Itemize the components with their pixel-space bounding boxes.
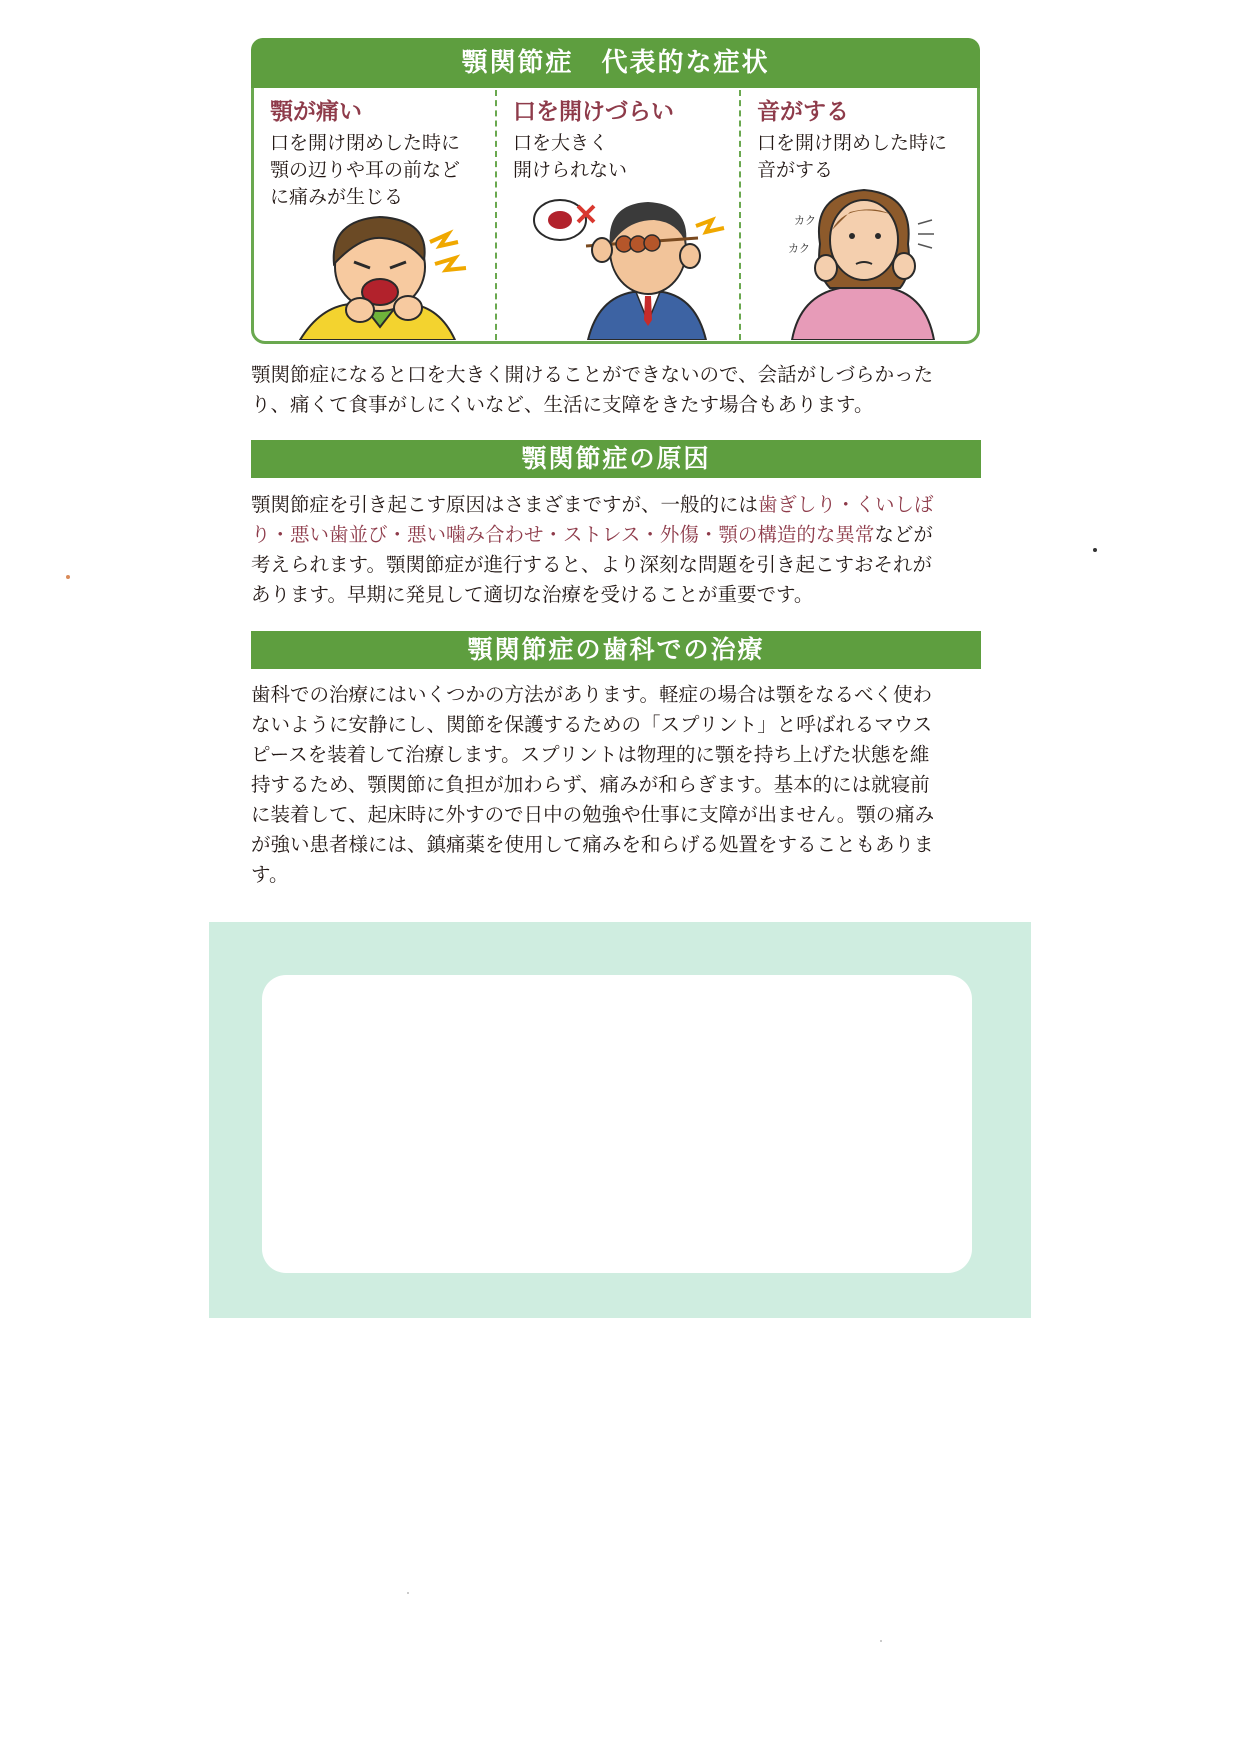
scan-speck [407, 1592, 409, 1594]
symptom-title: 口を開けづらい [513, 99, 674, 125]
paragraph-line [251, 520, 981, 550]
click-sound-text: カク [794, 214, 816, 227]
symptoms-header-part1: 顎関節症 [461, 48, 574, 78]
column-divider [739, 90, 741, 340]
symptom-title: 顎が痛い [270, 99, 362, 125]
paragraph-line: ないように安静にし、関節を保護するための「スプリント」と呼ばれるマウス [251, 713, 933, 736]
scan-speck [1093, 548, 1097, 552]
symptom-column-hard-to-open [513, 98, 733, 184]
paragraph-line: す。 [251, 863, 289, 886]
paragraph-line: あります。早期に発見して適切な治療を受けることが重要です。 [251, 583, 814, 606]
scan-speck [880, 1640, 882, 1642]
symptom-text-line: 口を大きく [513, 132, 609, 154]
highlighted-causes: り・悪い歯並び・悪い噛み合わせ・ストレス・外傷・顎の構造的な異常 [251, 523, 875, 546]
symptom-text-line: 音がする [757, 159, 834, 181]
symptoms-header-part2: 代表的な症状 [601, 48, 770, 78]
symptom-column-jaw-pain [270, 98, 490, 211]
text-run: などが [874, 523, 933, 546]
symptom-title: 音がする [757, 99, 849, 125]
woman-clicking-sound-illustration [790, 184, 940, 340]
cause-paragraph [251, 490, 981, 610]
paragraph-line: ピースを装着して治療します。スプリントは物理的に顎を持ち上げた状態を維 [251, 743, 930, 766]
symptom-text-line: 顎の辺りや耳の前など [270, 159, 461, 181]
treatment-section-header: 顎関節症の歯科での治療 [251, 631, 981, 669]
paragraph-line: 考えられます。顎関節症が進行すると、より深刻な問題を引き起こすおそれが [251, 553, 932, 576]
child-jaw-pain-illustration [290, 212, 470, 340]
column-divider [495, 90, 497, 340]
paragraph-line: に装着して、起床時に外すので日中の勉強や仕事に支障が出ません。顎の痛み [251, 803, 935, 826]
click-sound-text: カク [788, 242, 810, 255]
symptom-text-line: 口を開け閉めした時に [270, 132, 461, 154]
symptom-text-line: 開けられない [513, 159, 628, 181]
symptoms-header [251, 38, 980, 88]
paragraph-line: り、痛くて食事がしにくいなど、生活に支障をきたす場合もあります。 [251, 393, 874, 416]
paragraph-line: 歯科での治療にはいくつかの方法があります。軽症の場合は顎をなるべく使わ [251, 683, 932, 706]
symptom-text-line: 口を開け閉めした時に [757, 132, 948, 154]
symptom-column-clicking-sound [757, 98, 977, 184]
treatment-paragraph [251, 680, 981, 890]
symptom-text-line: に痛みが生じる [270, 186, 404, 208]
cause-section-header: 顎関節症の原因 [251, 440, 981, 478]
man-hard-to-open-illustration [528, 186, 733, 340]
paragraph-line [251, 490, 981, 520]
clinic-stamp-area [262, 975, 972, 1273]
paragraph-line: 顎関節症になると口を大きく開けることができないので、会話がしづらかった [251, 363, 934, 386]
paragraph-line: 持するため、顎関節に負担が加わらず、痛みが和らぎます。基本的には就寝前 [251, 773, 930, 796]
scan-speck [66, 575, 70, 579]
intro-paragraph [251, 360, 981, 420]
paragraph-line: が強い患者様には、鎮痛薬を使用して痛みを和らげる処置をすることもありま [251, 833, 934, 856]
highlighted-causes: 歯ぎしり・くいしば [758, 493, 934, 516]
text-run: 顎関節症を引き起こす原因はさまざまですが、一般的には [251, 493, 759, 516]
